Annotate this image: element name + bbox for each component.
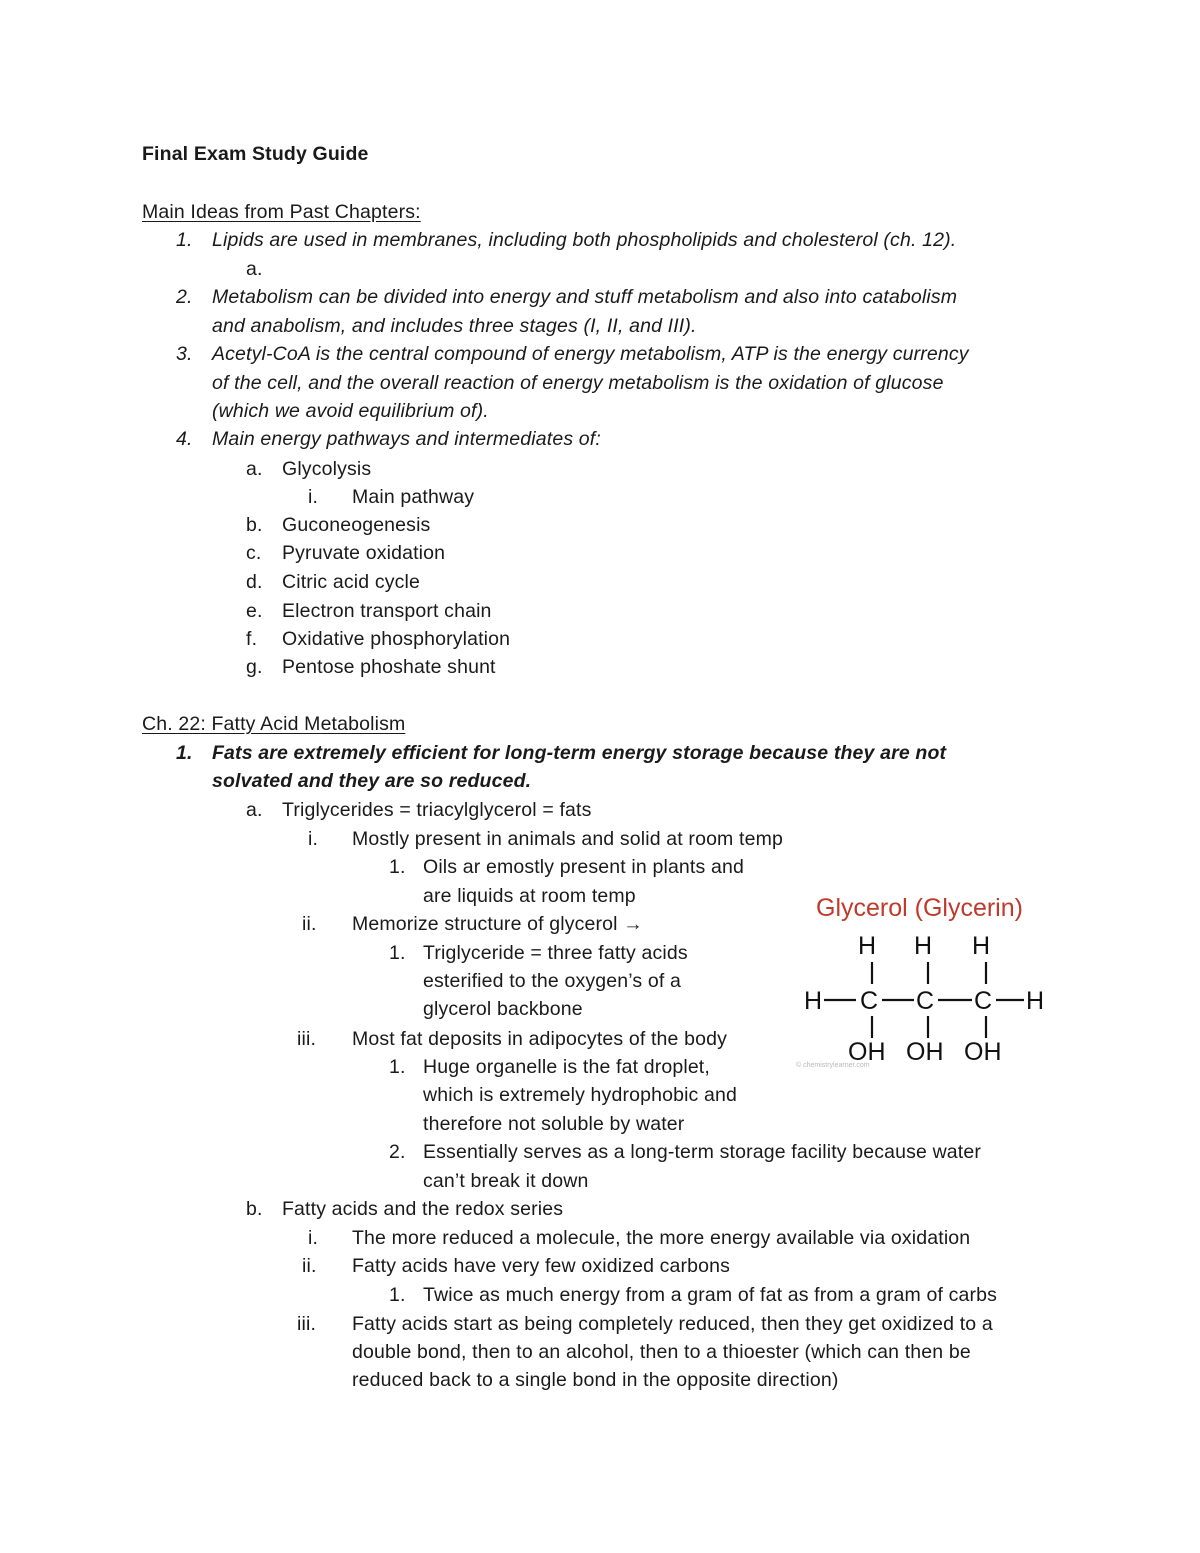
document-page: Final Exam Study Guide Main Ideas from Past Chapters: 1. Lipids are used in membranes, including both phospholipids and cholesterol (ch. 12). a. 2. Metabolism can be divided into energy and stuff metabolism and also into catabolism and anabolism, and includes three stages (I, II, and III). 3. Acetyl-CoA is the central compound of energy metabolism, ATP is the energy currency of the cell, and the overall reaction of energy metabolism is the oxidation of glucose (which we avoid equilibrium of). 4. Main energy pathways and intermediates of: a. Glycolysis i. Main pathway b. Guconeogenesis c. Pyruvate oxidation d. Citric acid cycle e. Electron transport chain f. Oxidative phosphorylation g. Pentose phoshate shunt Ch. 22: Fatty Acid Metabolism 1. Fats are extremely efficient for long-term energy storage because they are not solvated and they are so reduced. a. Triglycerides = triacylglycerol = fats i. Mostly present in animals and solid at room temp 1. Oils ar emostly present in plants and are liquids at room temp ii. Memorize structure of glycerol → 1. Triglyceride = three fatty acids esterified to the oxygen’s of a glycerol backbone iii. Most fat deposits in adipocytes of the body 1. Huge organelle is the fat droplet, which is extremely hydrophobic and therefore not soluble by water 2. Essentially serves as a long-term storage facility because water can’t break it down b. Fatty acids and the redox series i. The more reduced a molecule, the more energy available via oxidation ii. Fatty acids have very few oxidized carbons 1. Twice as much energy from a gram of fat as from a gram of carbs iii. Fatty acids start as being completely reduced, then they get oxidized to a double bond, then to an alcohol, then to a thioester (which can then be reduced back to a single bond in the opposite direction) Glycerol (Glycerin) H H H H C C C H OH OH OH © chemistrylearner.com <box>0 0 1200 1553</box>
atom-h-top-1: H <box>858 932 877 960</box>
glycerol-molecule-diagram <box>796 926 1056 1062</box>
atom-c-1: C <box>860 987 879 1015</box>
group-oh-2: OH <box>906 1038 944 1062</box>
atom-h-top-2: H <box>914 932 933 960</box>
figure-watermark: © chemistrylearner.com <box>796 1062 870 1069</box>
atom-c-2: C <box>916 987 935 1015</box>
group-oh-3: OH <box>964 1038 1002 1062</box>
atom-h-top-3: H <box>972 932 991 960</box>
atom-h-left: H <box>804 987 823 1015</box>
atom-c-3: C <box>974 987 993 1015</box>
group-oh-1: OH <box>848 1038 886 1062</box>
glycerol-structure-figure <box>796 888 1056 1078</box>
atom-h-right: H <box>1026 987 1045 1015</box>
figure-title: Glycerol (Glycerin) <box>816 894 1023 922</box>
